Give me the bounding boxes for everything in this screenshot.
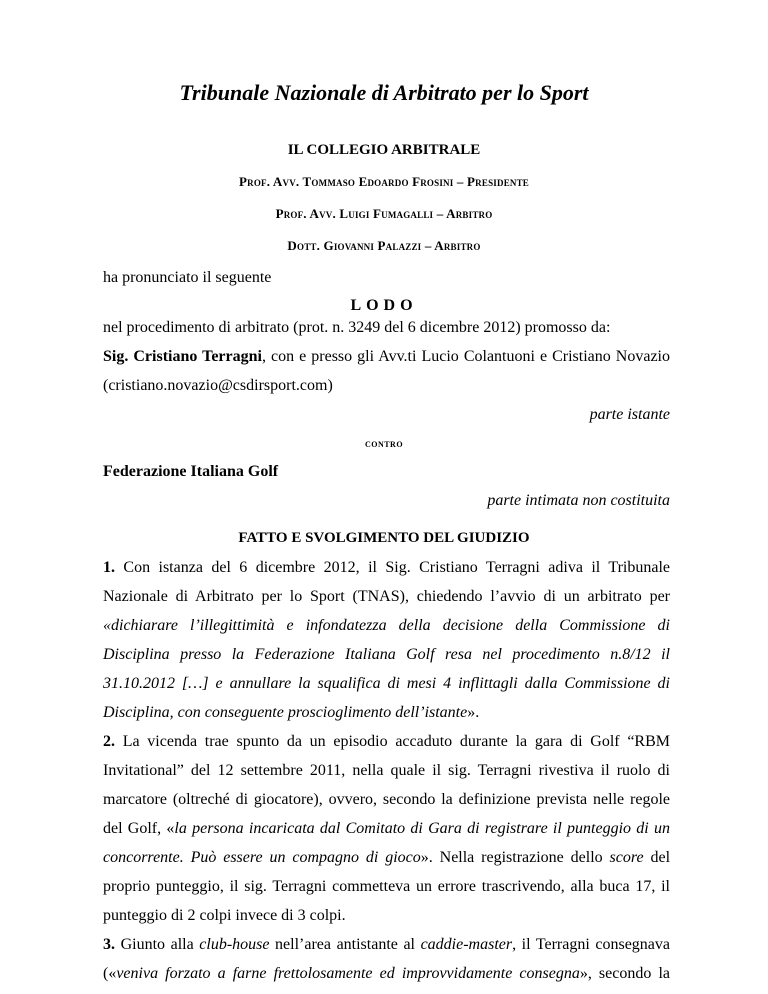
p2-line-7: punteggio di 2 colpi invece di 3 colpi.	[103, 907, 346, 924]
p2-line-5: concorrente. Può essere un compagno di gioco». Nella registrazione dello score del	[103, 849, 671, 866]
p1-line-4: Disciplina presso la Federazione Italiana Golf resa nel procedimento n.8/12 il	[103, 646, 670, 663]
p2-line-4: del Golf, «la persona incaricata dal Comitato di Gara di registrare il punteggio di un	[103, 820, 671, 837]
p1-line-6: Disciplina, con conseguente proscioglimento dell’istante».	[103, 704, 480, 721]
section-title: FATTO E SVOLGIMENTO DEL GIUDIZIO	[238, 530, 530, 546]
istante-email: (cristiano.novazio@csdirsport.com)	[103, 377, 333, 394]
p1-line-1: 1. Con istanza del 6 dicembre 2012, il Sig. Cristiano Terragni adiva il Tribunale	[103, 559, 671, 576]
p2-line-3: marcatore (oltreché di giocatore), ovvero, secondo la definizione prevista nelle regole	[103, 791, 670, 808]
p2-line-1: 2. La vicenda trae spunto da un episodio accaduto durante la gara di Golf “RBM	[103, 733, 670, 750]
p3-line-1: 3. Giunto alla club-house nell’area antistante al caddie-master, il Terragni consegnava	[103, 936, 670, 953]
istante-role: parte istante	[589, 406, 670, 423]
p2-number: 2.	[103, 733, 115, 750]
member-arbitro-2: Dott. Giovanni Palazzi – Arbitro	[287, 238, 481, 253]
intro-text: ha pronunciato il seguente	[103, 269, 272, 286]
p1-line-2: Nazionale di Arbitrato per lo Sport (TNAS), chiedendo l’avvio di un arbitrato per	[103, 588, 670, 605]
intimata-name: Federazione Italiana Golf	[103, 463, 279, 480]
member-arbitro-1: Prof. Avv. Luigi Fumagalli – Arbitro	[275, 206, 493, 221]
intimata-role: parte intimata non costituita	[487, 492, 670, 509]
tribunal-title: Tribunale Nazionale di Arbitrato per lo Sport	[179, 80, 589, 105]
istante-line	[103, 347, 670, 367]
p2-line-2: Invitational” del 12 settembre 2011, nella quale il sig. Terragni rivestiva il ruolo di	[103, 762, 670, 779]
istante-name: Sig. Cristiano Terragni	[103, 348, 262, 365]
p1-number: 1.	[103, 559, 115, 576]
member-president: Prof. Avv. Tommaso Edoardo Frosini – Presidente	[238, 174, 530, 189]
procedimento-text: nel procedimento di arbitrato (prot. n. 3249 del 6 dicembre 2012) promosso da:	[103, 319, 611, 336]
p3-line-2: («veniva forzato a farne frettolosamente ed improvvidamente consegna», secondo la	[103, 965, 670, 982]
p1-line-5: 31.10.2012 […] e annullare la squalifica di mesi 4 inflittagli dalla Commissione di	[103, 675, 670, 692]
istante-counsel: , con e presso gli Avv.ti Lucio Colantuoni e Cristiano Novazio	[261, 348, 670, 365]
p1-line-3: «dichiarare l’illegittimità e infondatezza della decisione della Commissione di	[103, 617, 670, 634]
contro-label: contro	[364, 438, 404, 450]
lodo-heading: LODO	[350, 297, 418, 314]
collegio-heading: IL COLLEGIO ARBITRALE	[287, 142, 481, 158]
p3-number: 3.	[103, 936, 115, 953]
p2-line-6: proprio punteggio, il sig. Terragni commetteva un errore trascrivendo, alla buca 17, il	[103, 878, 670, 895]
